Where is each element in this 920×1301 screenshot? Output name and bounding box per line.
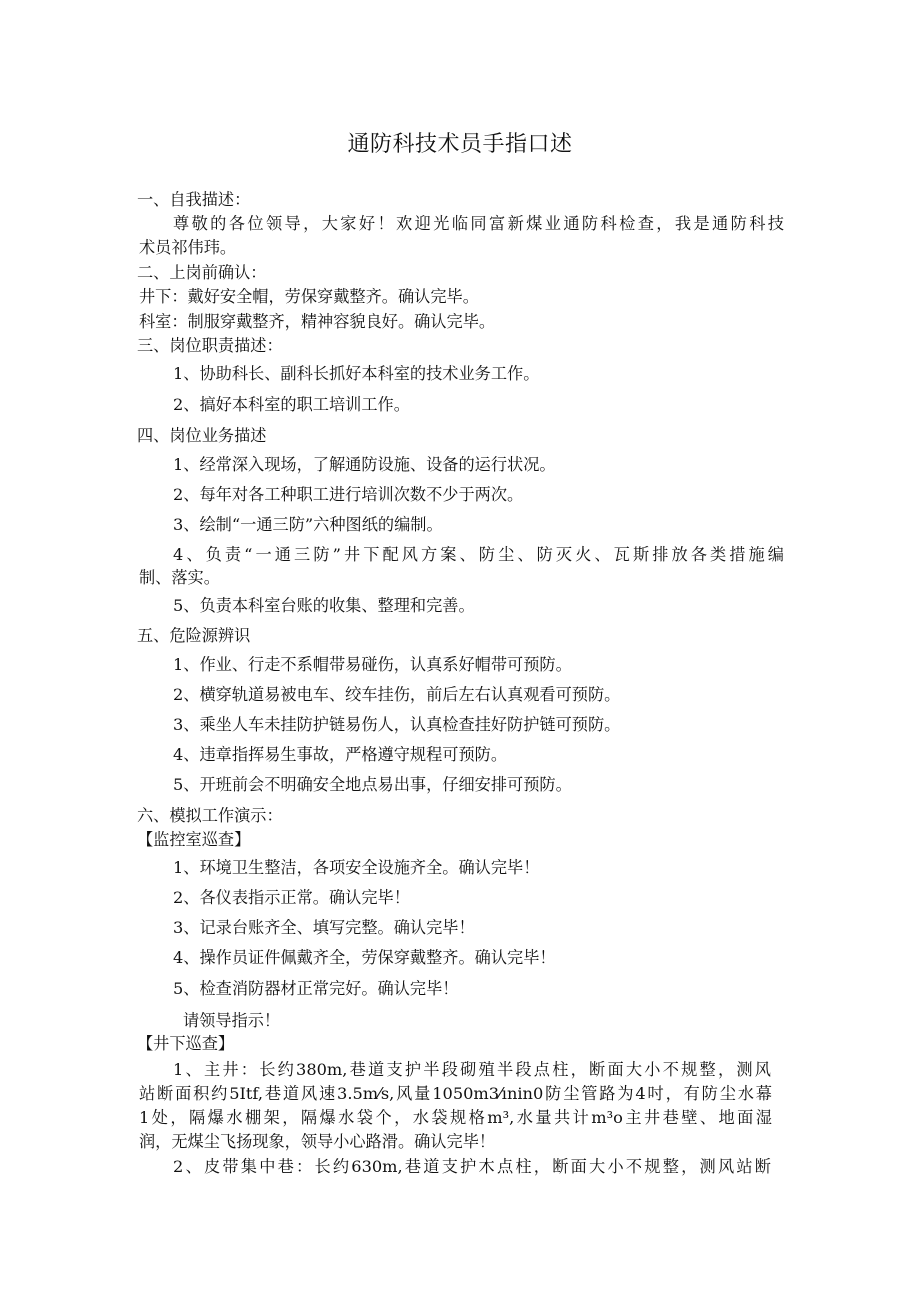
paragraph-line: 1处，隔爆水棚架，隔爆水袋个，水袋规格m³,水量共计m³o主井巷壁、地面湿 — [139, 1108, 772, 1127]
section-heading: 五、危险源辨识 — [137, 626, 251, 645]
paragraph-line: 1、主井：长约380m,巷道支护半段砌殖半段点柱，断面大小不规整，测风 — [173, 1060, 771, 1079]
list-item: 1、协助科长、副科长抓好本科室的技术业务工作。 — [173, 364, 540, 383]
paragraph-line: 制、落实。 — [139, 568, 220, 587]
document-title: 通防科技术员手指口述 — [347, 132, 573, 157]
list-item: 5、开班前会不明确安全地点易出事，仔细安排可预防。 — [173, 775, 572, 794]
list-item: 2、横穿轨道易被电车、绞车挂伤，前后左右认真观看可预防。 — [173, 685, 621, 704]
list-item: 1、作业、行走不系帽带易碰伤，认真系好帽带可预防。 — [173, 655, 572, 674]
section-heading: 二、上岗前确认： — [137, 263, 267, 282]
section-heading: 六、模拟工作演示： — [137, 806, 283, 825]
section-heading: 四、岗位业务描述 — [137, 426, 267, 445]
list-item: 3、乘坐人车未挂防护链易伤人，认真检查挂好防护链可预防。 — [173, 715, 621, 734]
list-item: 4、操作员证件佩戴齐全，劳保穿戴整齐。确认完毕！ — [173, 948, 556, 967]
list-item: 2、各仪表指示正常。确认完毕！ — [173, 888, 410, 907]
list-item: 1、经常深入现场，了解通防设施、设备的运行状况。 — [173, 455, 556, 474]
list-item: 4、负责“一通三防”井下配风方案、防尘、防灭火、瓦斯排放各类措施编 — [173, 545, 784, 564]
paragraph-line: 润，无煤尘飞扬现象，领导小心路滑。确认完毕！ — [139, 1132, 496, 1151]
subsection-heading: 【井下巡查】 — [137, 1034, 235, 1053]
list-item: 2、搞好本科室的职工培训工作。 — [173, 395, 410, 414]
paragraph-line: 请领导指示！ — [183, 1011, 281, 1030]
section-heading: 三、岗位职责描述： — [137, 336, 283, 355]
paragraph-line: 站断面积约5Itf,巷道风速3.5m⁄s,风量1050m3⁄ınin0防尘管路为4吋，有防尘水幕 — [139, 1084, 772, 1103]
section-heading: 一、自我描述： — [137, 190, 251, 209]
paragraph-line: 尊敬的各位领导，大家好！欢迎光临同富新煤业通防科检查，我是通防科技 — [173, 214, 784, 233]
list-item: 3、绘制“一通三防”六种图纸的编制。 — [173, 515, 443, 534]
list-item: 5、负责本科室台账的收集、整理和完善。 — [173, 596, 475, 615]
list-item: 2、每年对各工种职工进行培训次数不少于两次。 — [173, 485, 524, 504]
list-item: 4、违章指挥易生事故，严格遵守规程可预防。 — [173, 745, 508, 764]
paragraph-line: 2、皮带集中巷：长约630m,巷道支护木点柱，断面大小不规整，测风站断 — [173, 1157, 771, 1176]
subsection-heading: 【监控室巡查】 — [137, 830, 251, 849]
paragraph-line: 术员祁伟玮。 — [139, 238, 237, 257]
list-item: 5、检查消防器材正常完好。确认完毕！ — [173, 979, 459, 998]
list-item: 3、记录台账齐全、填写完整。确认完毕！ — [173, 918, 475, 937]
paragraph-line: 井下：戴好安全帽，劳保穿戴整齐。确认完毕。 — [139, 287, 479, 306]
list-item: 1、环境卫生整洁，各项安全设施齐全。确认完毕！ — [173, 858, 540, 877]
paragraph-line: 科室：制服穿戴整齐，精神容貌良好。确认完毕。 — [139, 312, 496, 331]
